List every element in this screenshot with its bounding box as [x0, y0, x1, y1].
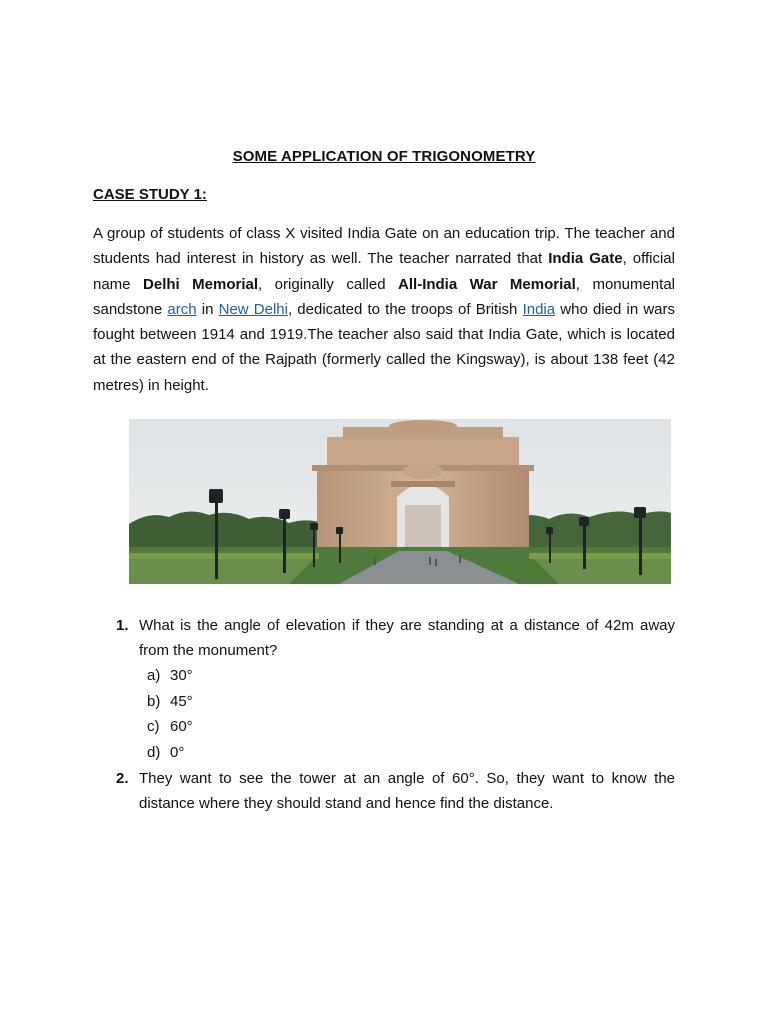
question-1-option-b: [147, 689, 193, 714]
intro-bold-war-memorial: All-India War Memorial: [398, 275, 576, 293]
link-arch[interactable]: arch: [167, 300, 197, 318]
option-label: d): [147, 744, 161, 761]
question-1-option-c: [147, 714, 193, 739]
intro-paragraph: [93, 221, 675, 398]
option-label: b): [147, 693, 161, 710]
intro-text: A group of students of class X visited India Gate on an education trip. The teacher and students had interest in history as well. The teacher narrated that: [93, 225, 675, 268]
page-title: SOME APPLICATION OF TRIGONOMETRY: [232, 148, 536, 165]
intro-text: who died in wars fought between 1914 and 1919.The teacher also said that India Gate, which is located at the eastern end of the Rajpath (formerly called the Kingsway), is about 138 feet (42 metres) in height.: [93, 300, 675, 394]
intro-text: , monumental sandstone: [93, 275, 675, 318]
option-value: 30°: [170, 667, 193, 684]
intro-bold-india-gate: India Gate: [548, 250, 623, 268]
question-2-number: 2.: [116, 770, 129, 787]
option-value: 60°: [170, 718, 193, 735]
intro-text: , dedicated to the troops of British: [287, 300, 523, 318]
option-label: a): [147, 667, 161, 684]
question-1-option-a: [147, 663, 193, 688]
option-label: c): [147, 718, 160, 735]
india-gate-photo: [129, 419, 671, 584]
option-value: 0°: [170, 744, 185, 761]
intro-text: , official name: [93, 250, 675, 293]
question-1-text: What is the angle of elevation if they are standing at a distance of 42m away from the monument?: [139, 617, 675, 660]
question-1-number: 1.: [116, 617, 129, 634]
intro-text: , originally called: [258, 275, 399, 293]
case-study-heading: CASE STUDY 1:: [93, 186, 207, 203]
intro-text: in: [196, 300, 219, 318]
link-new-delhi[interactable]: New Delhi: [218, 300, 288, 318]
intro-bold-delhi-memorial: Delhi Memorial: [143, 275, 259, 293]
question-2-text: They want to see the tower at an angle of 60°. So, they want to know the distance where they should stand and hence find the distance.: [139, 770, 675, 813]
link-india[interactable]: India: [522, 300, 556, 318]
option-value: 45°: [170, 693, 193, 710]
question-1-option-d: [147, 740, 184, 765]
